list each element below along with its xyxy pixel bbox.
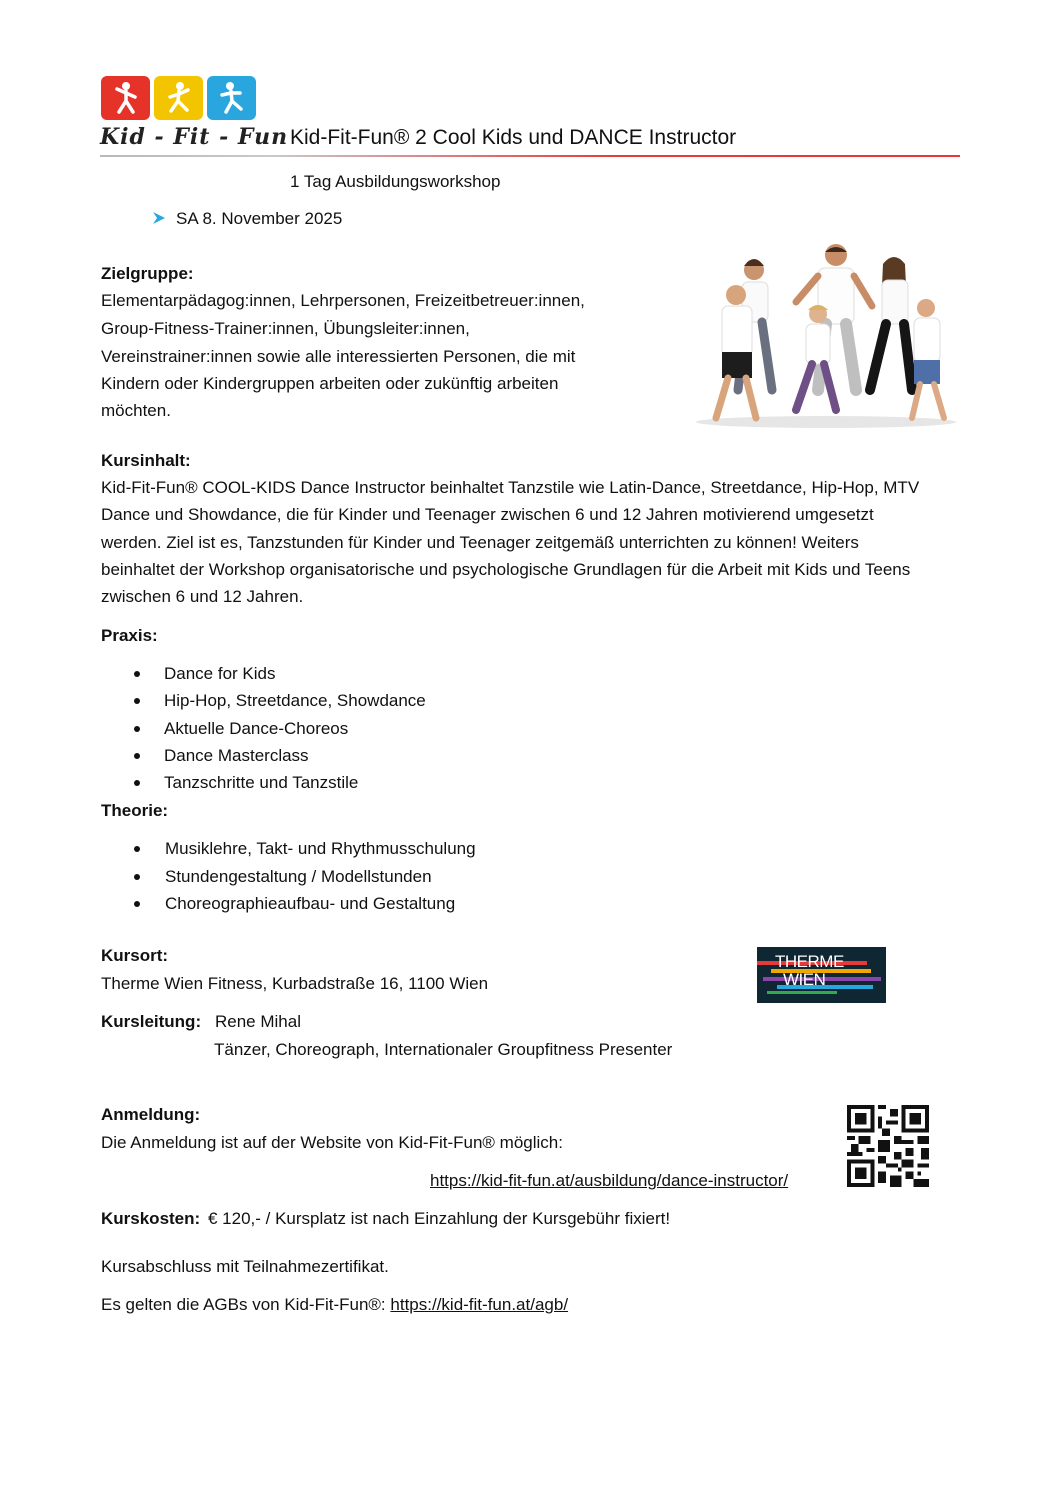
list-item: Aktuelle Dance-Choreos <box>164 719 349 738</box>
list-item: Dance Masterclass <box>164 746 309 765</box>
subtitle: 1 Tag Ausbildungsworkshop <box>290 172 501 191</box>
bullet-dot <box>134 780 140 786</box>
kursleitung-role: Tänzer, Choreograph, Internationaler Groupfitness Presenter <box>214 1040 673 1059</box>
zielgruppe-line: Elementarpädagog:innen, Lehrpersonen, Freizeitbetreuer:innen, <box>101 291 585 310</box>
kursinhalt-line: Kid-Fit-Fun® COOL-KIDS Dance Instructor beinhaltet Tanzstile wie Latin-Dance, Streetdance, Hip-Hop, MTV <box>101 478 920 497</box>
arrow-bullet-icon <box>152 210 166 230</box>
agb-text: Es gelten die AGBs von Kid-Fit-Fun®: <box>101 1295 386 1314</box>
certificate-note: Kursabschluss mit Teilnahmezertifikat. <box>101 1257 389 1276</box>
agb-line <box>101 1291 568 1318</box>
praxis-heading: Praxis: <box>101 626 158 645</box>
kursinhalt-heading: Kursinhalt: <box>101 451 191 470</box>
list-item: Stundengestaltung / Modellstunden <box>165 867 432 886</box>
zielgruppe-line: Vereinstrainer:innen sowie alle interessierten Personen, die mit <box>101 347 576 366</box>
therme-logo-line1: THERME <box>775 952 844 971</box>
bullet-dot <box>134 671 140 677</box>
kursort-heading: Kursort: <box>101 946 169 965</box>
zielgruppe-line: möchten. <box>101 401 171 420</box>
kurskosten-label: Kurskosten: <box>101 1209 201 1228</box>
logo-wordmark: Kid - Fit - Fun <box>100 124 289 150</box>
bullet-dot <box>134 874 140 880</box>
bullet-dot <box>134 753 140 759</box>
list-item: Choreographieaufbau- und Gestaltung <box>165 894 456 913</box>
list-item: Tanzschritte und Tanzstile <box>164 773 359 792</box>
zielgruppe-line: Group-Fitness-Trainer:innen, Übungsleiter:innen, <box>101 319 470 338</box>
kursinhalt-line: beinhaltet der Workshop organisatorische und psychologische Grundlagen für die Arbeit mit Kids und Teens <box>101 560 911 579</box>
bullet-dot <box>134 846 140 852</box>
kursleitung-label: Kursleitung: <box>101 1012 202 1031</box>
kursleitung-name: Rene Mihal <box>215 1012 301 1031</box>
list-item: Hip-Hop, Streetdance, Showdance <box>164 691 426 710</box>
zielgruppe-heading: Zielgruppe: <box>101 264 194 283</box>
anmeldung-heading: Anmeldung: <box>101 1105 201 1124</box>
running-child-icon <box>101 76 150 120</box>
kursinhalt-line: werden. Ziel ist es, Tanzstunden für Kinder und Teenager zeitgemäß unterrichten zu können! Weiters <box>101 533 859 552</box>
theorie-heading: Theorie: <box>101 801 169 820</box>
therme-logo-line2: WIEN <box>783 970 826 989</box>
anmeldung-text: Die Anmeldung ist auf der Website von Kid-Fit-Fun® möglich: <box>101 1133 563 1152</box>
list-item: Musiklehre, Takt- und Rhythmusschulung <box>165 839 476 858</box>
running-child-icon <box>207 76 256 120</box>
logo <box>101 76 257 120</box>
course-date: SA 8. November 2025 <box>176 209 343 228</box>
page-title: Kid-Fit-Fun® 2 Cool Kids und DANCE Instructor <box>290 126 737 149</box>
bullet-dot <box>134 901 140 907</box>
kursinhalt-line: Dance und Showdance, die für Kinder und Teenager zwischen 6 und 12 Jahren motivierend umgesetzt <box>101 505 874 524</box>
zielgruppe-line: Kindern oder Kindergruppen arbeiten oder zukünftig arbeiten <box>101 374 559 393</box>
kursinhalt-line: zwischen 6 und 12 Jahren. <box>101 587 304 606</box>
agb-link[interactable]: https://kid-fit-fun.at/agb/ <box>390 1295 569 1314</box>
bullet-dot <box>134 726 140 732</box>
kurskosten-text: € 120,- / Kursplatz ist nach Einzahlung der Kursgebühr fixiert! <box>208 1209 671 1228</box>
running-child-icon <box>154 76 203 120</box>
therme-wien-logo <box>757 947 886 1003</box>
dancing-group-photo <box>686 240 961 430</box>
kursort-address: Therme Wien Fitness, Kurbadstraße 16, 1100 Wien <box>101 974 489 993</box>
qr-code-icon[interactable] <box>847 1105 929 1187</box>
registration-link[interactable]: https://kid-fit-fun.at/ausbildung/dance-instructor/ <box>430 1171 789 1190</box>
header-divider <box>100 155 960 157</box>
list-item: Dance for Kids <box>164 664 276 683</box>
bullet-dot <box>134 698 140 704</box>
